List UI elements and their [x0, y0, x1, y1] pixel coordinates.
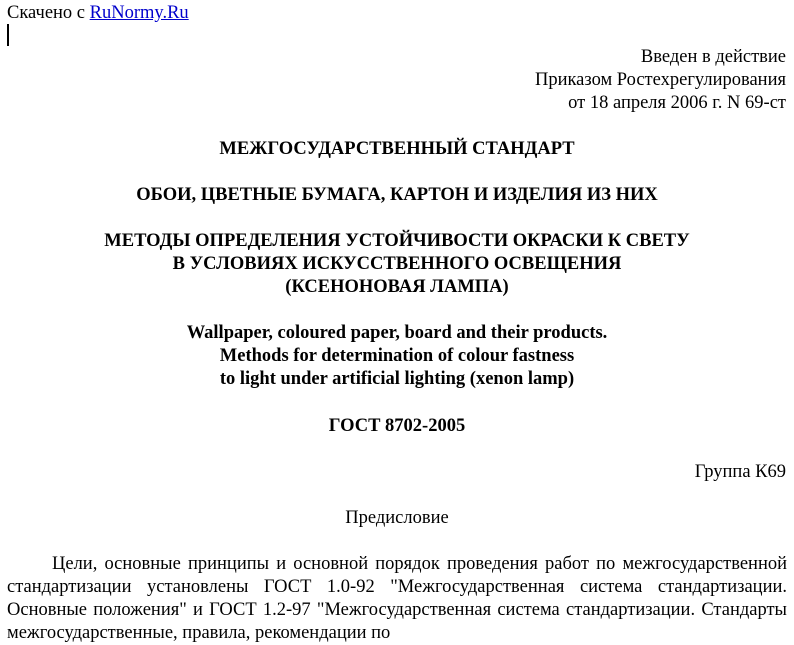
source-link[interactable]: RuNormy.Ru	[89, 3, 189, 23]
title-ru-methods	[0, 230, 794, 299]
standard-heading: МЕЖГОСУДАРСТВЕННЫЙ СТАНДАРТ	[219, 139, 575, 159]
group-code: Группа К69	[694, 462, 786, 482]
title-ru-methods-line: МЕТОДЫ ОПРЕДЕЛЕНИЯ УСТОЙЧИВОСТИ ОКРАСКИ К СВЕТУ	[104, 231, 690, 251]
intro-block	[535, 46, 786, 115]
title-en-line: Methods for determination of colour fastness	[219, 346, 575, 366]
title-ru-line1: ОБОИ, ЦВЕТНЫЕ БУМАГА, КАРТОН И ИЗДЕЛИЯ ИЗ НИХ	[136, 185, 658, 205]
intro-line: от 18 апреля 2006 г. N 69-ст	[568, 93, 786, 113]
title-en	[0, 322, 794, 391]
text-cursor	[7, 24, 9, 46]
preface-heading: Предисловие	[345, 508, 449, 528]
source-prefix: Скачено с	[7, 3, 90, 23]
source-line	[7, 2, 189, 25]
title-ru-methods-line: В УСЛОВИЯХ ИСКУССТВЕННОГО ОСВЕЩЕНИЯ	[172, 254, 622, 274]
intro-line: Приказом Ростехрегулирования	[534, 70, 786, 90]
title-en-line: to light under artificial lighting (xenon lamp)	[219, 369, 575, 389]
gost-number: ГОСТ 8702-2005	[328, 416, 466, 436]
title-ru-methods-line: (КСЕНОНОВАЯ ЛАМПА)	[285, 277, 509, 297]
preface-paragraph: Цели, основные принципы и основной порядок проведения работ по межгосударственной стандартизации установлены ГОСТ 1.0-92 "Межгосударственная система стандартизации. Основные положения" и ГОСТ 1.2-97 "Межгосударственная система стандартизации. Стандарты межгосударственные, правила, рекомендации по	[7, 554, 787, 643]
title-en-line: Wallpaper, coloured paper, board and their products.	[186, 323, 608, 343]
intro-line: Введен в действие	[640, 47, 786, 67]
